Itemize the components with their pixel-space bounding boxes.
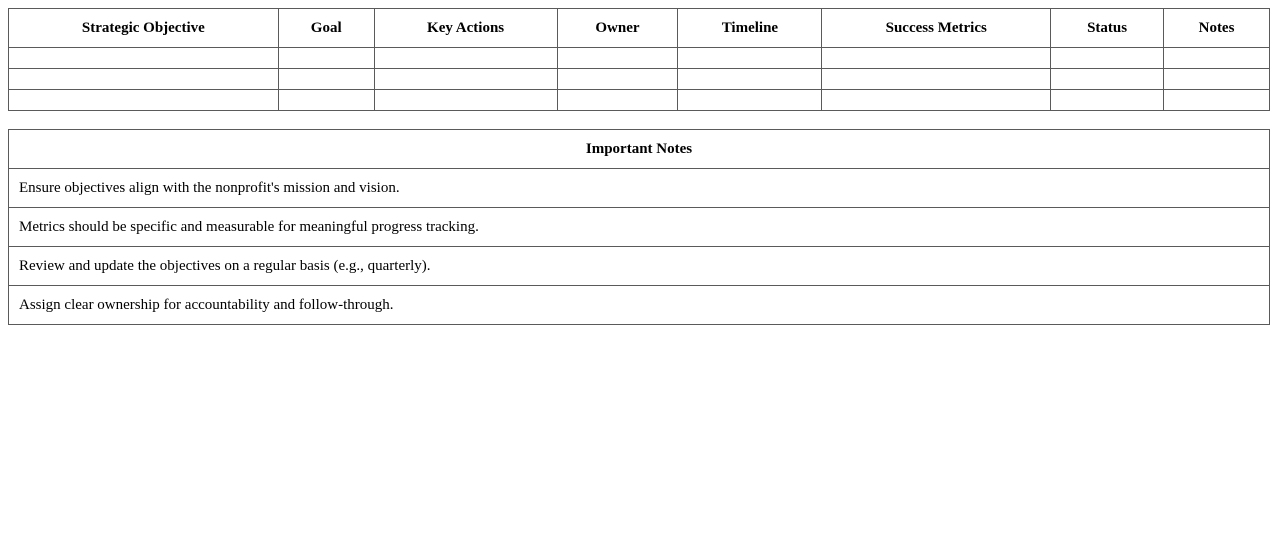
table-cell[interactable] xyxy=(678,90,822,111)
note-item: Review and update the objectives on a regular basis (e.g., quarterly). xyxy=(9,247,1270,286)
note-row xyxy=(9,286,1270,325)
table-cell[interactable] xyxy=(9,90,279,111)
header-owner: Owner xyxy=(557,9,678,48)
table-cell[interactable] xyxy=(1164,69,1270,90)
table-cell[interactable] xyxy=(1164,48,1270,69)
table-cell[interactable] xyxy=(1164,90,1270,111)
note-row xyxy=(9,169,1270,208)
table-cell[interactable] xyxy=(1051,69,1164,90)
header-status: Status xyxy=(1051,9,1164,48)
table-cell[interactable] xyxy=(278,48,374,69)
table-cell[interactable] xyxy=(822,90,1051,111)
header-notes: Notes xyxy=(1164,9,1270,48)
table-cell[interactable] xyxy=(374,48,557,69)
header-key-actions: Key Actions xyxy=(374,9,557,48)
table-row xyxy=(9,69,1270,90)
table-cell[interactable] xyxy=(678,48,822,69)
table-cell[interactable] xyxy=(557,69,678,90)
table-cell[interactable] xyxy=(822,69,1051,90)
table-cell[interactable] xyxy=(822,48,1051,69)
table-row xyxy=(9,90,1270,111)
header-goal: Goal xyxy=(278,9,374,48)
table-row xyxy=(9,48,1270,69)
important-notes-table xyxy=(8,129,1270,325)
note-item: Ensure objectives align with the nonprofit's mission and vision. xyxy=(9,169,1270,208)
table-cell[interactable] xyxy=(278,69,374,90)
table-cell[interactable] xyxy=(678,69,822,90)
note-item: Assign clear ownership for accountability and follow-through. xyxy=(9,286,1270,325)
notes-header-row xyxy=(9,130,1270,169)
table-cell[interactable] xyxy=(374,69,557,90)
table-cell[interactable] xyxy=(9,48,279,69)
note-row xyxy=(9,247,1270,286)
table-cell[interactable] xyxy=(9,69,279,90)
table-cell[interactable] xyxy=(278,90,374,111)
table-header-row xyxy=(9,9,1270,48)
note-row xyxy=(9,208,1270,247)
table-cell[interactable] xyxy=(1051,48,1164,69)
table-cell[interactable] xyxy=(1051,90,1164,111)
table-cell[interactable] xyxy=(374,90,557,111)
strategic-objectives-table xyxy=(8,8,1270,111)
important-notes-title: Important Notes xyxy=(9,130,1270,169)
table-cell[interactable] xyxy=(557,90,678,111)
header-success-metrics: Success Metrics xyxy=(822,9,1051,48)
header-timeline: Timeline xyxy=(678,9,822,48)
table-cell[interactable] xyxy=(557,48,678,69)
note-item: Metrics should be specific and measurable for meaningful progress tracking. xyxy=(9,208,1270,247)
header-strategic-objective: Strategic Objective xyxy=(9,9,279,48)
